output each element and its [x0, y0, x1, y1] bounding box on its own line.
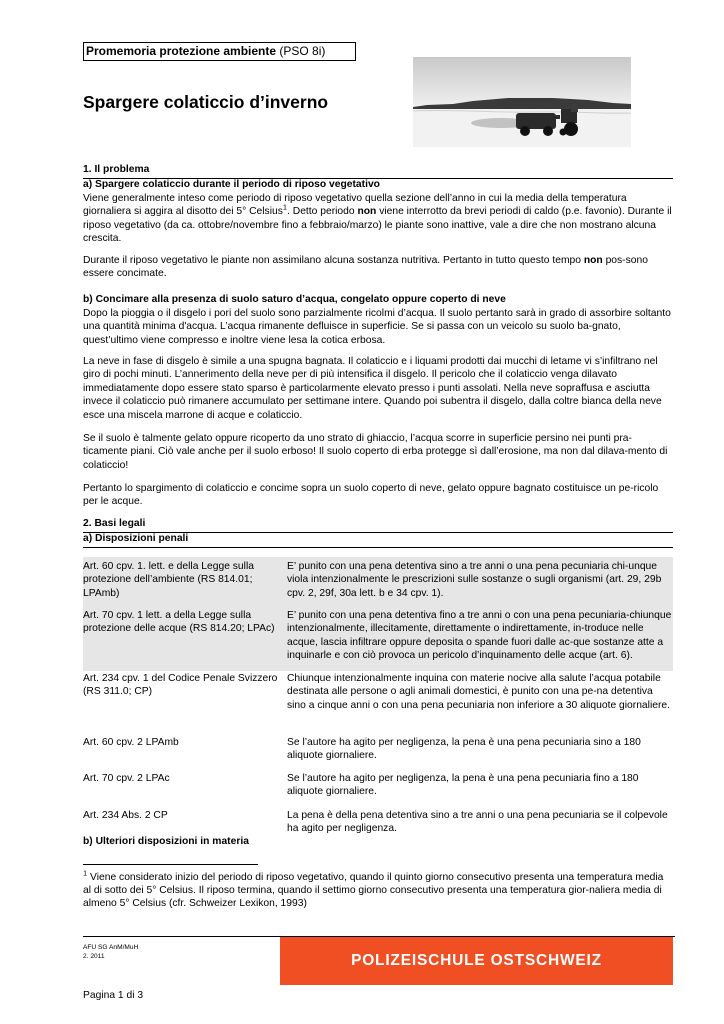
table-row-description: Se l’autore ha agito per negligenza, la pena è una pena pecuniaria sino a 180 aliquote giornaliere.: [287, 737, 641, 762]
para-text: viene interrotto da brevi periodi di caldo (p.e. favonio). Durante il riposo vegetativo (da ca. ottobre/novembre fino a febbraio/marzo) le piante sono inattive, vale a dire che non mostrano alcuna crescita.: [83, 206, 672, 245]
paragraph-conclusion: Pertanto lo spargimento di colaticcio e concime sopra un suolo coperto di neve, gelato oppure bagnato costituisce un pe-ricolo per le acque.: [83, 483, 659, 508]
subsection-heading-penal: a) Disposizioni penali: [83, 533, 189, 544]
footnote-text: Viene considerato inizio del periodo di riposo vegetativo, quando il quinto giorno consecutivo presenta una temperatura media al di sotto dei 5° Celsius. Il riposo termina, quando il settimo giorno consecutivo presenta una temperatura gior-naliera media di almeno 5° Celsius (cfr. Schweizer Lexikon, 1993): [83, 872, 664, 909]
paragraph-saturated-soil: Dopo la pioggia o il disgelo i pori del suolo sono parzialmente ricolmi d’acqua. Il suolo pertanto sarà in grado di assorbire soltanto una quantità minima d'acqua. L’acqua rimanente defluisce in superficie. Se si passa con un veicolo su suolo ba-gnato, quest’ultimo viene compresso e inoltre viene lesa la cotica erbosa.: [83, 308, 671, 346]
footnote-separator: [83, 864, 258, 865]
footnote-reference: 1: [282, 202, 288, 212]
table-row-description: Chiunque intenzionalmente inquina con materie nocive alla salute l’acqua potabile destinata alle persone o agli animali domestici, è punito con una pe-na detentiva sino a cinque anni o con una pena pecuniaria non inferiore a 30 aliquote giornaliere.: [287, 673, 670, 711]
table-row-law: Art. 70 cpv. 1 lett. a della Legge sulla protezione delle acque (RS 814.20; LPAc): [83, 610, 275, 635]
header-code: (PSO 8i): [276, 44, 326, 58]
section-divider: [83, 547, 673, 548]
table-row-description: E’ punito con una pena detentiva fino a tre anni o con una pena pecuniaria-chiunque intenzionalmente, illecitamente, direttamente o indirettamente, in-troduce nelle acque, lascia infiltrare oppure deposita o spande fuori dalle ac-que sostanze atte a inquinarle e con ciò provoca un pericolo d’inquinamento delle acque (art. 6).: [287, 610, 672, 662]
paragraph-vegetative-rest: [83, 192, 673, 246]
table-row-description: Se l’autore ha agito per negligenza, la pena è una pena pecuniaria fino a 180 aliquote giornaliere.: [287, 773, 639, 798]
table-row-law: Art. 70 cpv. 2 LPAc: [83, 773, 170, 784]
table-row-law: Art. 60 cpv. 1. lett. e della Legge sulla protezione dell’ambiente (RS 814.01; LPAmb): [83, 561, 254, 599]
para-text: Viene generalmente inteso come periodo di riposo vegetativo quella sezione dell’anno in cui la media della temperatura giornaliera si aggira al disotto dei 5° Celsius: [83, 193, 627, 218]
footer-metadata: [83, 943, 138, 961]
paragraph-no-fertilizing: [83, 254, 673, 281]
section-heading-legal: 2. Basi legali: [83, 518, 146, 529]
subsection-heading-b: b) Concimare alla presenza di suolo saturo d’acqua, congelato oppure coperto di neve: [83, 294, 506, 305]
subsection-heading-a: a) Spargere colaticcio durante il periodo di riposo vegetativo: [83, 179, 380, 190]
para-text: . Detto periodo: [287, 206, 358, 218]
footer-author: AFU SG AnM/MuH: [83, 944, 139, 951]
footnote: [83, 868, 673, 910]
footer-date: 2. 2011: [83, 953, 105, 960]
table-row-description: E’ punito con una pena detentiva sino a tre anni o una pena pecuniaria chi-unque viola intenzionalmente le prescrizioni sulle sostanze o sugli organismi (art. 29, 29b cpv. 2, 29f, 30a lett. b e 34 cpv. 1).: [287, 561, 662, 599]
paragraph-melting-snow: La neve in fase di disgelo è simile a una spugna bagnata. Il colaticcio e i liquami prodotti dai mucchi di letame vi s’infiltrano nel giro di pochi minuti. L’annerimento della neve per di più intensifica il disgelo. Il pericolo che il colaticcio venga dilavato immediatamente dopo essere stato sparso è particolarmente elevato presso i punti assolati. Nella neve sopraffusa e asciutta invece il colaticcio può rimanere accumulato per settimane intere. Quando poi subentra il disgelo, dalla coltre bianca della neve esce una miscela marrone di acque e colaticcio.: [83, 356, 662, 421]
subsection-heading-further: b) Ulteriori disposizioni in materia: [83, 836, 249, 847]
tractor-spreading-on-snow-photo: [413, 57, 631, 147]
table-row-law: Art. 234 Abs. 2 CP: [83, 810, 168, 821]
para-text: Durante il riposo vegetativo le piante non assimilano alcuna sostanza nutritiva. Pertanto in tutto questo tempo: [83, 255, 584, 266]
footnote-mark: 1: [83, 868, 88, 878]
para-text: pos-sono essere concimate.: [83, 255, 648, 280]
page-number: Pagina 1 di 3: [83, 990, 144, 1001]
table-row-law: Art. 234 cpv. 1 del Codice Penale Svizzero (RS 311.0; CP): [83, 673, 278, 698]
table-row-description: La pena è della pena detentiva sino a tre anni o una pena pecuniaria se il colpevole ha agito per negligenza.: [287, 810, 668, 835]
document-header-box: [83, 42, 356, 61]
header-title: Promemoria protezione ambiente: [86, 44, 277, 58]
page-title: Spargere colaticcio d’inverno: [83, 92, 329, 112]
organization-banner-logo: POLIZEISCHULE OSTSCHWEIZ: [280, 937, 673, 985]
paragraph-frozen-soil: Se il suolo è talmente gelato oppure ricoperto da uno strato di ghiaccio, l’acqua scorre in superficie persino nei punti pra-ticamente piani. Ciò vale anche per il suolo erboso! Il suolo coperto di erba protegge sì dall’erosione, ma non dal dilava-mento di colaticcio!: [83, 433, 668, 471]
table-row-law: Art. 60 cpv. 2 LPAmb: [83, 737, 179, 748]
emphasis-text: non: [357, 206, 377, 218]
photo-illustration: [413, 57, 631, 147]
section-heading-problem: 1. Il problema: [83, 164, 150, 175]
emphasis-text: non: [583, 255, 603, 266]
